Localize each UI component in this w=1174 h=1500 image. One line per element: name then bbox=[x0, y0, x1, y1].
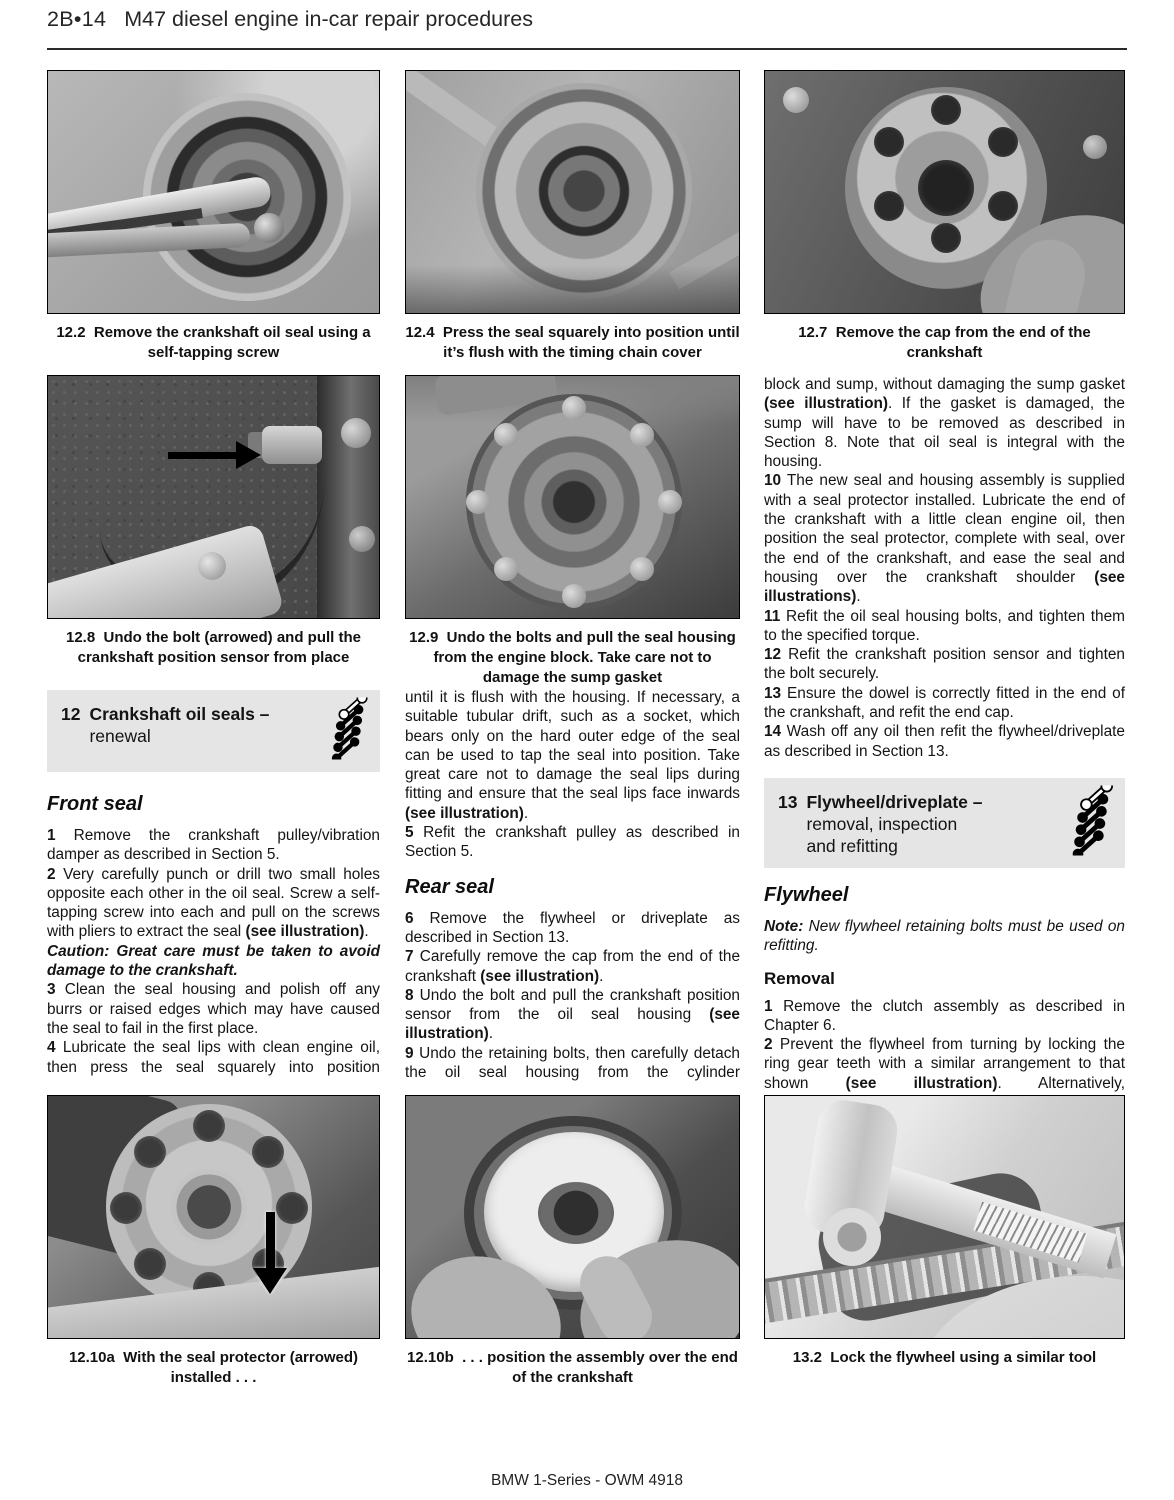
left-column bbox=[47, 690, 380, 1077]
step-paragraph: block and sump, without damaging the sump gasket (see illustration). If the gasket is damaged, the sump will have to be removed as described in Section 8. Note that oil seal is integral with the housing. bbox=[764, 376, 1125, 471]
oil-seal-housing-shape bbox=[472, 400, 676, 604]
section-number: 12 bbox=[61, 704, 81, 724]
figure-12-10b bbox=[405, 1095, 740, 1388]
arrow-icon bbox=[168, 452, 238, 459]
bolt-hole-shape bbox=[988, 127, 1018, 157]
flange-edge-shape bbox=[317, 376, 379, 618]
figure-caption: 12.2 Remove the crankshaft oil seal using a self-tapping screw bbox=[56, 324, 371, 361]
photo-12-8 bbox=[47, 375, 380, 619]
header-rule bbox=[47, 48, 1127, 50]
figure-13-2 bbox=[764, 1095, 1125, 1368]
locking-tool-tip-shape bbox=[823, 1208, 881, 1266]
bolt-shape bbox=[494, 423, 518, 447]
screw-shape bbox=[254, 213, 284, 243]
rear-seal-heading: Rear seal bbox=[405, 875, 494, 898]
step-paragraph: 11 Refit the oil seal housing bolts, and tighten them to the specified torque. bbox=[764, 607, 1125, 644]
figure-12-10a bbox=[47, 1095, 380, 1388]
bolt-shape bbox=[562, 584, 586, 608]
bolt-shape bbox=[562, 396, 586, 420]
bolt-shape bbox=[341, 418, 371, 448]
step-paragraph: 2 Prevent the flywheel from turning by locking the ring gear teeth with a similar arrangement to that shown (see illustration). Alternatively, bbox=[764, 1036, 1126, 1092]
photo-12-2 bbox=[47, 70, 380, 314]
bolt-hole-shape bbox=[276, 1192, 308, 1224]
bolt-hole-shape bbox=[134, 1136, 166, 1168]
figure-12-4 bbox=[405, 70, 740, 363]
section-title-line: renewal bbox=[89, 726, 151, 746]
step-paragraph: 3 Clean the seal housing and polish off any burrs or raised edges which may have caused the seal to fail in the first place. bbox=[47, 981, 380, 1037]
page-header bbox=[47, 7, 533, 32]
step-paragraph: 5 Refit the crankshaft pulley as described in Section 5. bbox=[405, 824, 740, 861]
figure-12-7 bbox=[764, 70, 1125, 363]
arrow-icon bbox=[266, 1212, 275, 1270]
figure-caption: 13.2 Lock the flywheel using a similar tool bbox=[792, 1349, 1097, 1366]
section-title-line: Crankshaft oil seals – bbox=[89, 704, 270, 724]
bolt-hole-shape bbox=[874, 127, 904, 157]
bolt-shape bbox=[783, 87, 809, 113]
figure-caption: 12.10b . . . position the assembly over the end of the crankshaft bbox=[407, 1349, 738, 1386]
figure-12-9 bbox=[405, 375, 740, 688]
section-title-line: Flywheel/driveplate – bbox=[806, 791, 983, 812]
bolt-shape bbox=[349, 526, 375, 552]
step-paragraph: 2 Very carefully punch or drill two small holes opposite each other in the oil seal. Screw a self-tapping screw into each and pull on the screws with pliers to extract the seal (see illustration). bbox=[47, 865, 380, 941]
bolt-hole-shape bbox=[110, 1192, 142, 1224]
figure-caption: 12.4 Press the seal squarely into position until it’s flush with the timing chain cover bbox=[405, 324, 740, 361]
figure-caption: 12.7 Remove the cap from the end of the crankshaft bbox=[798, 324, 1091, 361]
photo-12-4 bbox=[405, 70, 740, 314]
figure-12-8 bbox=[47, 375, 380, 668]
right-column bbox=[764, 375, 1125, 1093]
crankshaft-position-sensor-shape bbox=[262, 426, 322, 464]
section-13-box bbox=[764, 778, 1125, 868]
section-title-line: removal, inspection bbox=[806, 813, 958, 834]
section-title-line: and refitting bbox=[806, 835, 898, 856]
removal-heading: Removal bbox=[764, 968, 835, 988]
front-seal-heading: Front seal bbox=[47, 793, 143, 815]
bolt-hole-shape bbox=[252, 1136, 284, 1168]
step-paragraph: 6 Remove the flywheel or driveplate as described in Section 13. bbox=[405, 909, 740, 946]
flywheel-heading: Flywheel bbox=[764, 883, 849, 906]
step-paragraph: 4 Lubricate the seal lips with clean engine oil, then press the seal squarely into position bbox=[47, 1039, 380, 1076]
photo-12-7 bbox=[764, 70, 1125, 314]
step-paragraph: until it is flush with the housing. If necessary, a suitable tubular drift, such as a socket, which bears only on the hard outer edge of the seal can be used to tap the seal into position. Take great care not to damage the seal lips during fitting and ensure that the seal lips face inwards (see illustration). bbox=[405, 689, 740, 822]
step-paragraph: 12 Refit the crankshaft position sensor and tighten the bolt securely. bbox=[764, 646, 1125, 683]
photo-12-10b bbox=[405, 1095, 740, 1339]
center-hole-shape bbox=[538, 1182, 614, 1244]
center-bore-shape bbox=[171, 1169, 247, 1245]
center-cap-shape bbox=[918, 160, 974, 216]
step-paragraph: 13 Ensure the dowel is correctly fitted in the end of the crankshaft, and refit the end cap. bbox=[764, 684, 1125, 722]
bolt-hole-shape bbox=[193, 1110, 225, 1142]
step-paragraph: 9 Undo the retaining bolts, then carefully detach the oil seal housing from the cylinder bbox=[405, 1044, 740, 1082]
section-number: 13 bbox=[778, 791, 798, 812]
arrow-icon bbox=[236, 441, 261, 469]
caution-paragraph: Caution: Great care must be taken to avoid damage to the crankshaft. bbox=[47, 942, 380, 980]
step-paragraph: 7 Carefully remove the cap from the end of the crankshaft (see illustration). bbox=[405, 948, 740, 985]
page-number: 2B•14 bbox=[47, 7, 107, 31]
bolt-shape bbox=[494, 557, 518, 581]
bolt-hole-shape bbox=[874, 191, 904, 221]
figure-caption: 12.10a With the seal protector (arrowed) installed . . . bbox=[68, 1349, 359, 1386]
step-paragraph: 1 Remove the clutch assembly as described in Chapter 6. bbox=[764, 997, 1125, 1034]
shadow-shape bbox=[406, 265, 739, 313]
arrow-icon bbox=[253, 1268, 287, 1294]
difficulty-spanner-icon bbox=[1068, 785, 1116, 860]
page-title: M47 diesel engine in-car repair procedures bbox=[124, 7, 533, 31]
bolt-shape bbox=[198, 552, 226, 580]
figure-caption: 12.8 Undo the bolt (arrowed) and pull the crankshaft position sensor from place bbox=[65, 629, 361, 666]
bolt-hole-shape bbox=[988, 191, 1018, 221]
note-paragraph: Note: New flywheel retaining bolts must be used on refitting. bbox=[764, 917, 1125, 955]
photo-12-10a bbox=[47, 1095, 380, 1339]
figure-caption: 12.9 Undo the bolts and pull the seal housing from the engine block. Take care not to damage the sump gasket bbox=[409, 629, 736, 686]
section-12-box bbox=[47, 690, 380, 772]
bolt-hole-shape bbox=[134, 1248, 166, 1280]
figure-12-2 bbox=[47, 70, 380, 363]
photo-12-9 bbox=[405, 375, 740, 619]
step-paragraph: 10 The new seal and housing assembly is supplied with a seal protector installed. Lubricate the end of the crankshaft with a little clean engine oil, then position the seal protector, complete with seal, over the end of the crankshaft, and ease the seal and housing over the crankshaft shoulder (see illustrations). bbox=[764, 472, 1125, 606]
difficulty-spanner-icon bbox=[327, 698, 371, 765]
step-paragraph: 8 Undo the bolt and pull the crankshaft position sensor from the oil seal housing (see illustration). bbox=[405, 986, 740, 1043]
photo-13-2 bbox=[764, 1095, 1125, 1339]
step-paragraph: 14 Wash off any oil then refit the flywheel/driveplate as described in Section 13. bbox=[764, 723, 1125, 760]
bolt-shape bbox=[630, 557, 654, 581]
middle-column bbox=[405, 688, 740, 1082]
bolt-hole-shape bbox=[931, 223, 961, 253]
bolt-hole-shape bbox=[931, 95, 961, 125]
bolt-shape bbox=[658, 490, 682, 514]
step-paragraph: 1 Remove the crankshaft pulley/vibration damper as described in Section 5. bbox=[47, 827, 380, 864]
bolt-shape bbox=[466, 490, 490, 514]
bolt-shape bbox=[630, 423, 654, 447]
bolt-shape bbox=[1083, 135, 1107, 159]
page-footer: BMW 1-Series - OWM 4918 bbox=[490, 1472, 684, 1489]
